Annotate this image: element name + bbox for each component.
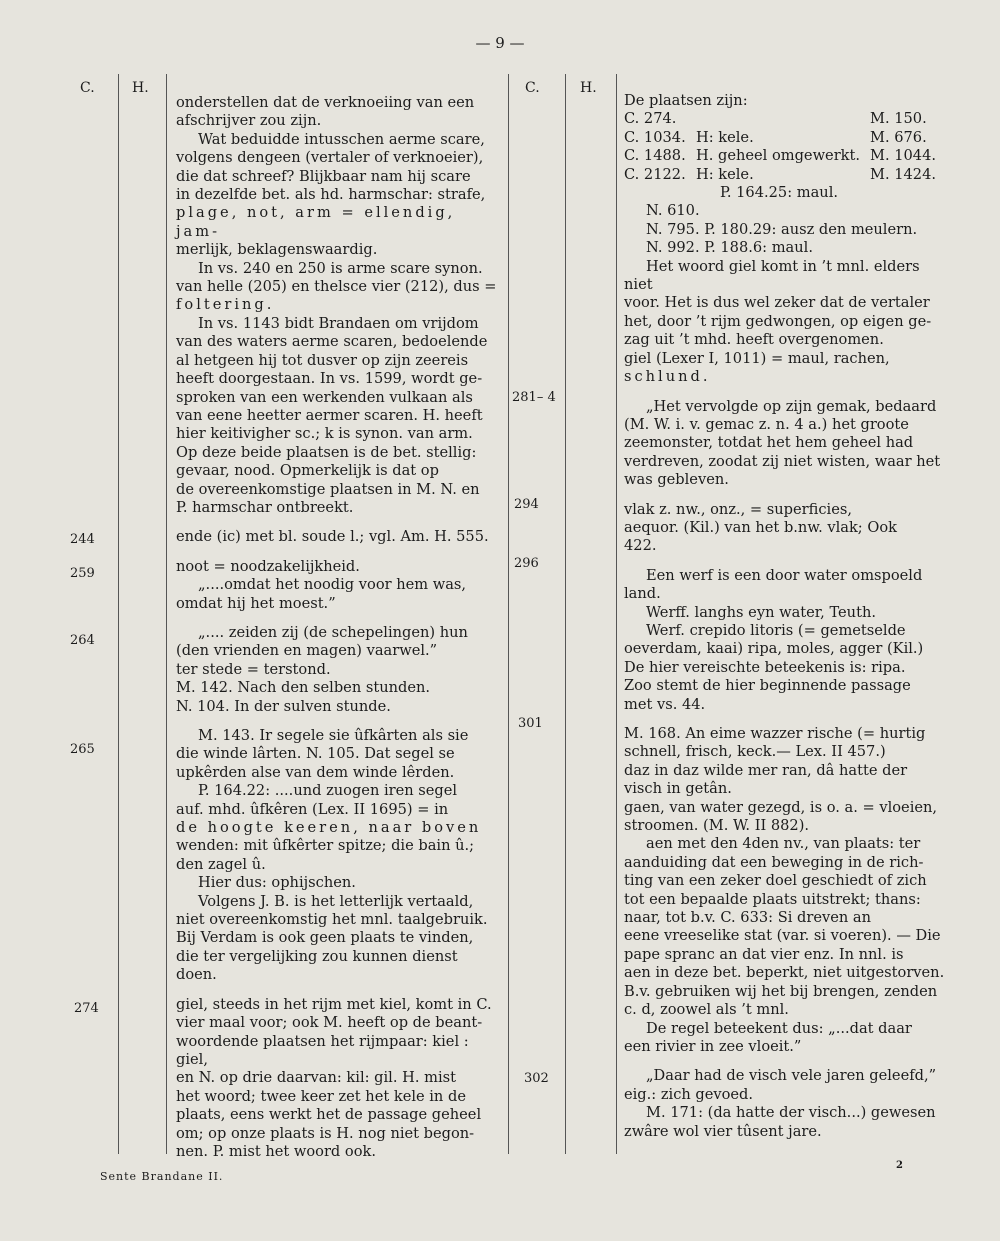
header-c-right: C. bbox=[525, 80, 540, 96]
text-line: 422. bbox=[624, 537, 657, 555]
text-line: Wat beduidde intusschen aerme scare, bbox=[198, 130, 485, 148]
verse-number: 244 bbox=[70, 532, 95, 547]
text-line: van des waters aerme scaren, bedoelende bbox=[176, 333, 488, 351]
text-line: gaen, van water gezegd, is o. a. = vloeien, bbox=[624, 798, 938, 816]
text-line: M. 142. Nach den selben stunden. bbox=[176, 679, 431, 697]
header-c-left: C. bbox=[80, 80, 95, 96]
text-line: voor. Het is dus wel zeker dat de vertaler bbox=[624, 294, 930, 312]
text-line: die winde lârten. N. 105. Dat segel se bbox=[176, 745, 455, 763]
text-line: Werff. langhs eyn water, Teuth. bbox=[646, 603, 876, 621]
text-line: Een werf is een door water omspoeld bbox=[646, 566, 923, 584]
places-n-line: N. 610. bbox=[646, 202, 700, 220]
text-line: het, door ’t rijm gedwongen, op eigen ge- bbox=[624, 312, 932, 330]
text-line: M. 143. Ir segele sie ûfkârten als sie bbox=[198, 727, 469, 744]
verse-number: 265 bbox=[70, 742, 95, 757]
text-line: Het woord giel komt in ’t mnl. elders niet bbox=[624, 257, 920, 294]
text-line: tot een bepaalde plaats uitstrekt; thans: bbox=[624, 890, 921, 908]
text-line: sproken van een werkenden vulkaan als bbox=[176, 388, 473, 406]
places-table bbox=[624, 110, 950, 184]
text-line: vier maal voor; ook M. heeft op de beant- bbox=[176, 1014, 483, 1032]
text-line: In vs. 240 en 250 is arme scare synon. bbox=[198, 259, 483, 277]
text-line: gevaar, nood. Opmerkelijk is dat op bbox=[176, 462, 439, 480]
text-line: Bij Verdam is ook geen plaats te vinden, bbox=[176, 929, 474, 947]
text-line: aen in deze bet. beperkt, niet uitgestorven. bbox=[624, 964, 945, 982]
text-line: „Het vervolgde op zijn gemak, bedaard bbox=[646, 397, 937, 415]
places-cell: M. 1424. bbox=[870, 165, 936, 183]
verse-number: 302 bbox=[524, 1071, 549, 1086]
verse-number: 274 bbox=[74, 1001, 99, 1016]
text-line: niet overeenkomstig het mnl. taalgebruik. bbox=[176, 911, 488, 929]
header-h-right: H. bbox=[580, 80, 597, 96]
text-line: omdat hij het moest.” bbox=[176, 594, 336, 612]
text-line: die dat schreef? Blijkbaar nam hij scare bbox=[176, 167, 471, 185]
text-line: ende (ic) met bl. soude l.; vgl. Am. H. 555. bbox=[176, 528, 489, 546]
right-column-text bbox=[624, 92, 950, 1141]
text-line: om; op onze plaats is H. nog niet begon- bbox=[176, 1124, 475, 1142]
places-cell: H: kele. bbox=[696, 165, 754, 183]
text-line: daz in daz wilde mer ran, dâ hatte der bbox=[624, 761, 908, 779]
page-number: — 9 — bbox=[475, 34, 525, 52]
text-line: schlund. bbox=[624, 368, 711, 386]
places-cell: C. 274. bbox=[624, 110, 677, 128]
text-line: nen. P. mist het woord ook. bbox=[176, 1142, 376, 1160]
text-line: zag uit ’t mhd. heeft overgenomen. bbox=[624, 331, 884, 349]
verse-number: 296 bbox=[514, 556, 539, 571]
text-line: merlijk, beklagenswaardig. bbox=[176, 241, 378, 259]
header-h-left: H. bbox=[132, 80, 149, 96]
places-row bbox=[624, 147, 950, 165]
text-line: van helle (205) en thelsce vier (212), dus = bbox=[176, 278, 497, 296]
text-line: Zoo stemt de hier beginnende passage bbox=[624, 677, 911, 695]
text-line: N. 104. In der sulven stunde. bbox=[176, 697, 391, 715]
text-line: eene vreeselike stat (var. si voeren). — Die bbox=[624, 927, 941, 945]
places-row bbox=[624, 166, 950, 184]
text-line: wenden: mit ûfkêrter spitze; die bain û.; bbox=[176, 837, 475, 855]
text-line: M. 168. An eime wazzer rische (= hurtig bbox=[624, 725, 926, 742]
text-line: die ter vergelijking zou kunnen dienst doen. bbox=[176, 947, 458, 984]
text-line: woordende plaatsen het rijmpaar: kiel : giel, bbox=[176, 1032, 469, 1068]
text-line: land. bbox=[624, 585, 661, 603]
column-rule bbox=[616, 74, 617, 1154]
text-line: (den vrienden en magen) vaarwel.” bbox=[176, 642, 438, 660]
text-line: verdreven, zoodat zij niet wisten, waar het bbox=[624, 452, 941, 470]
text-line: aanduiding dat een beweging in de rich- bbox=[624, 853, 924, 871]
signature-mark: 2 bbox=[896, 1160, 903, 1171]
places-cell: H. geheel omgewerkt. bbox=[696, 147, 861, 165]
text-line: visch in getân. bbox=[624, 780, 732, 798]
places-cell: H: kele. bbox=[696, 128, 754, 146]
text-line: Volgens J. B. is het letterlijk vertaald, bbox=[198, 892, 474, 910]
text-line: de hoogte keeren, naar boven bbox=[176, 819, 482, 837]
text-line: Werf. crepido litoris (= gemetselde bbox=[646, 621, 906, 639]
places-cell: M. 1044. bbox=[870, 147, 936, 165]
text-line: M. 171: (da hatte der visch...) gewesen bbox=[646, 1104, 936, 1122]
text-line: aequor. (Kil.) van het b.nw. vlak; Ook bbox=[624, 518, 897, 536]
verse-number: 259 bbox=[70, 566, 95, 581]
verse-number: 294 bbox=[514, 497, 539, 512]
places-cell: C. 1034. bbox=[624, 128, 686, 146]
text-line: heeft doorgestaan. In vs. 1599, wordt ge- bbox=[176, 370, 483, 388]
text-line: auf. mhd. ûfkêren (Lex. II 1695) = in bbox=[176, 800, 449, 818]
places-n-line: N. 795. P. 180.29: ausz den meulern. bbox=[646, 220, 918, 238]
text-line: plaats, eens werkt het de passage geheel bbox=[176, 1106, 482, 1124]
text-line: Op deze beide plaatsen is de bet. stellig: bbox=[176, 443, 477, 461]
text-line: de overeenkomstige plaatsen in M. N. en bbox=[176, 480, 480, 498]
text-line: P. harmschar ontbreekt. bbox=[176, 498, 354, 516]
left-column-text bbox=[176, 94, 502, 1161]
verse-number: 281– 4 bbox=[512, 390, 556, 405]
footer-title: Sente Brandane II. bbox=[100, 1170, 224, 1183]
text-line: „Daar had de visch vele jaren geleefd,” bbox=[646, 1067, 937, 1085]
text-line: een rivier in zee vloeit.” bbox=[624, 1037, 802, 1055]
text-line: In vs. 1143 bidt Brandaen om vrijdom bbox=[198, 314, 479, 332]
places-p-line: P. 164.25: maul. bbox=[720, 184, 839, 202]
text-line: hier keitivigher sc.; k is synon. van arm. bbox=[176, 425, 473, 443]
text-line: ting van een zeker doel geschiedt of zich bbox=[624, 872, 927, 890]
text-line: upkêrden alse van dem winde lêrden. bbox=[176, 763, 455, 781]
text-line: „.... zeiden zij (de schepelingen) hun bbox=[198, 623, 468, 641]
text-line: van eene heetter aermer scaren. H. heeft bbox=[176, 406, 483, 424]
text-line: onderstellen dat de verknoeiing van een bbox=[176, 94, 475, 111]
text-line: den zagel û. bbox=[176, 855, 266, 873]
text-line: noot = noodzakelijkheid. bbox=[176, 557, 360, 575]
text-line: c. d, zoowel als ’t mnl. bbox=[624, 1001, 789, 1019]
text-line: zwâre wol vier tûsent jare. bbox=[624, 1122, 822, 1140]
text-line: pape spranc an dat vier enz. In nnl. is bbox=[624, 945, 904, 963]
text-line: giel, steeds in het rijm met kiel, komt in C. bbox=[176, 995, 492, 1013]
text-line: giel (Lexer I, 1011) = maul, rachen, bbox=[624, 349, 890, 367]
text-line: schnell, frisch, keck.— Lex. II 457.) bbox=[624, 743, 886, 761]
text-line: „....omdat het noodig voor hem was, bbox=[198, 576, 467, 594]
text-line: zeemonster, totdat het hem geheel had bbox=[624, 434, 914, 452]
text-line: al hetgeen hij tot dusver op zijn zeereis bbox=[176, 351, 469, 369]
text-line: P. 164.22: ....und zuogen iren segel bbox=[198, 782, 458, 800]
places-cell: M. 150. bbox=[870, 110, 927, 128]
places-row bbox=[624, 110, 950, 128]
text-line: volgens dengeen (vertaler of verknoeier), bbox=[176, 149, 484, 167]
text-line: en N. op drie daarvan: kil: gil. H. mist bbox=[176, 1069, 456, 1087]
places-cell: C. 2122. bbox=[624, 165, 686, 183]
text-line: (M. W. i. v. gemac z. n. 4 a.) het groote bbox=[624, 415, 909, 433]
places-row bbox=[624, 129, 950, 147]
places-cell bbox=[696, 110, 870, 128]
column-rule bbox=[565, 74, 566, 1154]
column-rule bbox=[166, 74, 167, 1154]
places-heading: De plaatsen zijn: bbox=[624, 92, 748, 109]
verse-number: 264 bbox=[70, 633, 95, 648]
text-line: vlak z. nw., onz., = superficies, bbox=[624, 500, 852, 518]
text-line: De hier vereischte beteekenis is: ripa. bbox=[624, 658, 906, 676]
places-n-line: N. 992. P. 188.6: maul. bbox=[646, 239, 813, 257]
text-line: was gebleven. bbox=[624, 471, 729, 489]
text-line: naar, tot b.v. C. 633: Si dreven an bbox=[624, 909, 871, 927]
text-line: met vs. 44. bbox=[624, 695, 706, 713]
text-line: plage, not, arm = ellendig, jam- bbox=[176, 204, 456, 240]
text-line: het woord; twee keer zet het kele in de bbox=[176, 1087, 466, 1105]
text-line: aen met den 4den nv., van plaats: ter bbox=[646, 835, 921, 853]
text-line: De regel beteekent dus: „...dat daar bbox=[646, 1019, 912, 1037]
text-line: eig.: zich gevoed. bbox=[624, 1085, 754, 1103]
text-line: foltering. bbox=[176, 296, 275, 314]
text-line: in dezelfde bet. als hd. harmschar: strafe, bbox=[176, 186, 486, 204]
text-line: oeverdam, kaai) ripa, moles, agger (Kil.) bbox=[624, 640, 924, 658]
verse-number: 301 bbox=[518, 716, 543, 731]
column-rule bbox=[508, 74, 509, 1154]
text-line: B.v. gebruiken wij het bij brengen, zenden bbox=[624, 982, 938, 1000]
text-line: stroomen. (M. W. II 882). bbox=[624, 817, 810, 835]
text-line: ter stede = terstond. bbox=[176, 660, 331, 678]
text-line: Hier dus: ophijschen. bbox=[198, 874, 356, 892]
column-rule bbox=[118, 74, 119, 1154]
places-cell: C. 1488. bbox=[624, 147, 686, 165]
places-cell: M. 676. bbox=[870, 128, 927, 146]
text-line: afschrijver zou zijn. bbox=[176, 112, 322, 130]
